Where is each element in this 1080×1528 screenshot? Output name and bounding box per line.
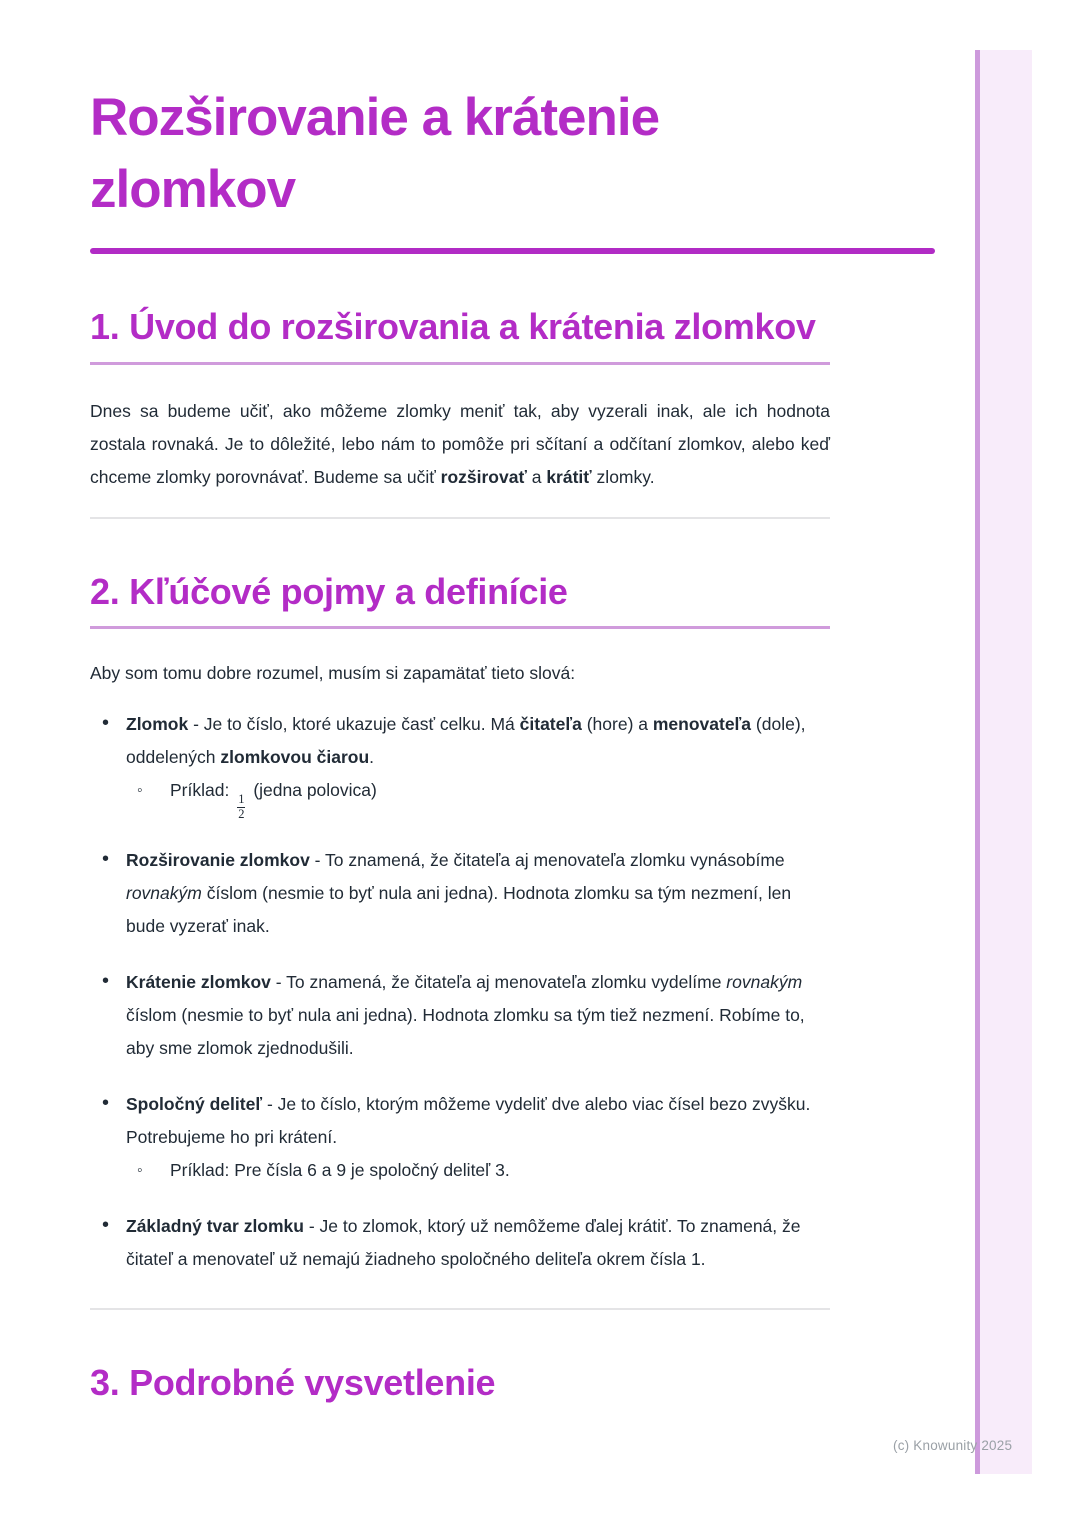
fraction-denominator: 2 (238, 806, 245, 821)
section-intro (90, 302, 830, 493)
list-item-zakladny-tvar (90, 1210, 830, 1276)
sub-list-item-example (126, 774, 830, 822)
example-prefix: Príklad: (170, 779, 235, 800)
list-item-kratenie (90, 966, 830, 1065)
sub-list (126, 774, 830, 822)
list-item-zlomok (90, 708, 830, 822)
term-definition: • Krátenie zlomkov - To znamená, že čitateľa aj menovateľa zlomku vydelíme rovnakým číslom (nesmie to byť nula ani jedna). Hodnota zlomku sa tým tiež nezmení. Robíme to, aby sme zlomok zjednodušili. (126, 972, 805, 1059)
side-accent-bar (975, 50, 1032, 1474)
list-item-rozsirovanie (90, 844, 830, 943)
key-terms-list (90, 708, 830, 1277)
section-1-heading: 1. Úvod do rozširovania a krátenia zlomkov (90, 302, 830, 364)
term-definition: • Rozširovanie zlomkov - To znamená, že čitateľa aj menovateľa zlomku vynásobíme rovnakým číslom (nesmie to byť nula ani jedna). Hodnota zlomku sa tým nezmení, len bude vyzerať inak. (126, 850, 792, 937)
section-2-heading: 2. Kľúčové pojmy a definície (90, 567, 830, 629)
fraction-numerator: 1 (238, 791, 245, 806)
watermark: (c) Knowunity 2025 (893, 1438, 1013, 1453)
example-suffix: (jedna polovica) (248, 779, 377, 800)
term-definition: • Základný tvar zlomku - Je to zlomok, ktorý už nemôžeme ďalej krátiť. To znamená, že čitateľ a menovateľ už nemajú žiadneho spoločného deliteľa okrem čísla 1. (126, 1216, 801, 1270)
term-definition: • Spoločný deliteľ - Je to číslo, ktorým môžeme vydeliť dve alebo viac čísel bezo zvyšku. Potrebujeme ho pri krátení. (126, 1094, 811, 1148)
section-divider (90, 1308, 830, 1310)
key-terms-lead: Aby som tomu dobre rozumel, musím si zapamätať tieto slová: (90, 662, 576, 683)
section-divider (90, 517, 830, 519)
fraction-one-half (237, 793, 245, 822)
section-key-terms (90, 567, 830, 1277)
document-title: Rozširovanie a krátenie zlomkov (90, 88, 660, 220)
section-detailed (90, 1358, 830, 1408)
term-definition: • Zlomok - Je to číslo, ktoré ukazuje časť celku. Má čitateľa (hore) a menovateľa (dole), oddelených zlomkovou čiarou. (126, 713, 806, 767)
title-rule (90, 248, 935, 254)
sub-list (126, 1154, 830, 1187)
section-3-heading: 3. Podrobné vysvetlenie (90, 1362, 496, 1404)
document-content (90, 0, 830, 1409)
intro-paragraph: Dnes sa budeme učiť, ako môžeme zlomky meniť tak, aby vyzerali inak, ale ich hodnota zostala rovnaká. Je to dôležité, lebo nám to pomôže pri sčítaní a odčítaní zlomkov, alebo keď chceme zlomky porovnávať. Budeme sa učiť rozširovať a krátiť zlomky. (90, 400, 830, 487)
example-text: Príklad: Pre čísla 6 a 9 je spoločný deliteľ 3. (170, 1160, 510, 1181)
list-item-spolocny-delitel (90, 1088, 830, 1187)
sub-list-item-example (126, 1154, 830, 1187)
